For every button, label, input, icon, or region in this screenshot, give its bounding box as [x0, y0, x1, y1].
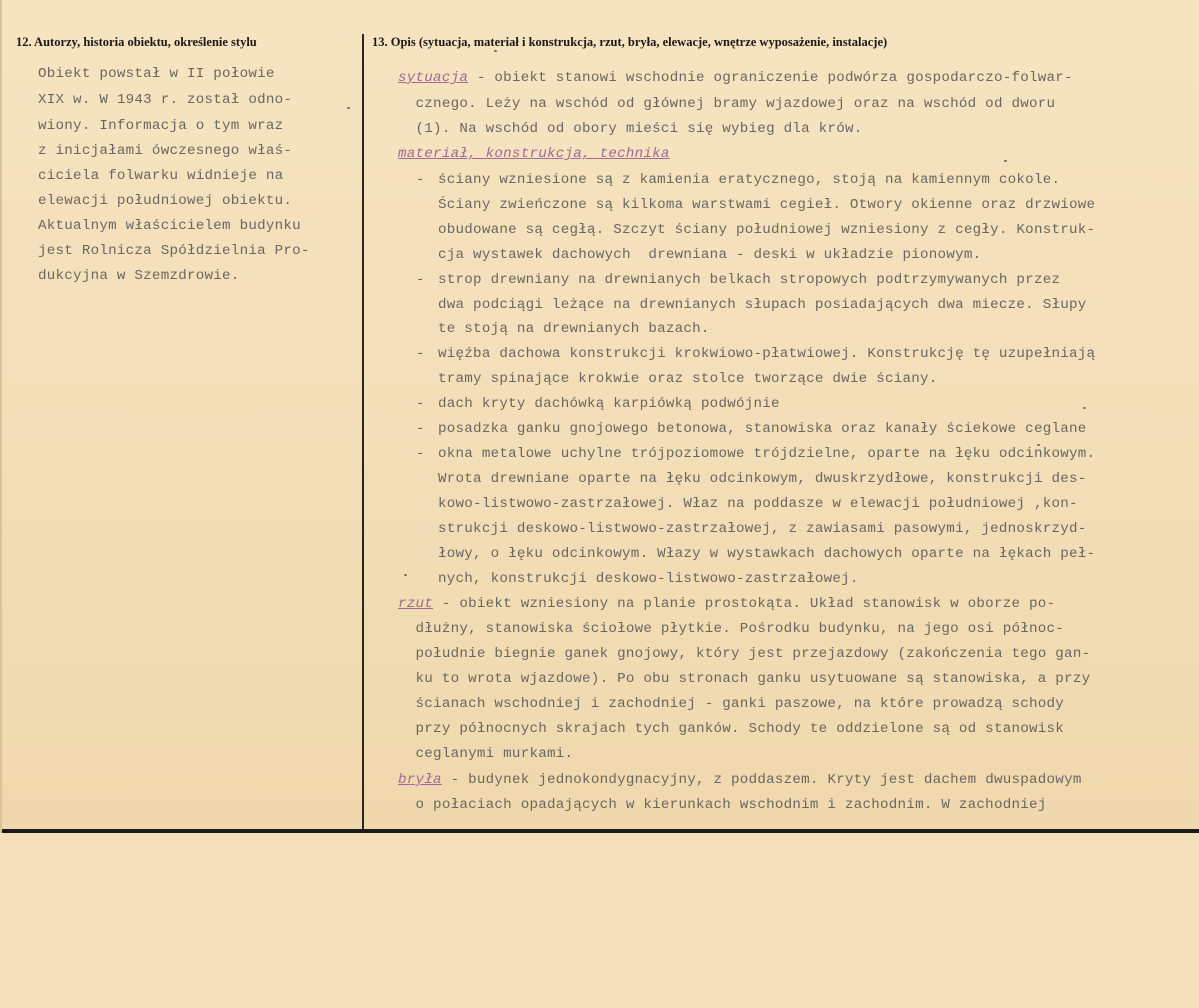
text-line: cznego. Leży na wschód od głównej bramy wjazdowej oraz na wschód od dworu	[398, 96, 1056, 112]
text-line: cja wystawek dachowych drewniana - deski w układzie pionowym.	[438, 247, 982, 263]
list-dash: -	[416, 421, 425, 437]
paper-speck	[404, 574, 407, 576]
text-line: Ściany zwieńczone są kilkoma warstwami cegieł. Otwory okienne oraz drzwiowe	[438, 197, 1096, 213]
list-dash: -	[416, 446, 425, 462]
text-line: ściany wzniesione są z kamienia eratycznego, stoją na kamiennym cokole.	[438, 172, 1061, 188]
bryla-paragraph	[398, 772, 1082, 788]
text-line: te stoją na drewnianych bazach.	[438, 321, 710, 337]
text-line: okna metalowe uchylne trójpoziomowe trójdzielne, oparte na łęku odcinkowym.	[438, 446, 1096, 462]
text-line: strukcji deskowo-listwowo-zastrzałowej, z zawiasami pasowymi, jednoskrzyd-	[438, 521, 1087, 537]
text-line: tramy spinające krokwie oraz stolce tworzące dwie ściany.	[438, 371, 938, 387]
text-line: południe biegnie ganek gnojowy, który jest przejazdowy (zakończenia tego gan-	[398, 646, 1091, 662]
text-line: - obiekt stanowi wschodnie ograniczenie podwórza gospodarczo-folwar-	[468, 70, 1073, 86]
paper-speck	[1037, 444, 1040, 446]
section-12-heading: 12. Autorzy, historia obiektu, określenie stylu	[16, 35, 257, 49]
text-line: (1). Na wschód od obory mieści się wybieg dla krów.	[398, 121, 863, 137]
text-line: posadzka ganku gnojowego betonowa, stanowiska oraz kanały ściekowe ceglane	[438, 421, 1087, 437]
list-dash: -	[416, 172, 425, 188]
text-line: kowo-listwowo-zastrzałowej. Właz na poddasze w elewacji południowej ,kon-	[438, 496, 1078, 512]
section-13-heading: 13. Opis (sytuacja, materiał i konstrukcja, rzut, bryła, elewacje, wnętrze wyposażenie, instalacje)	[372, 35, 888, 49]
column-divider	[362, 34, 364, 831]
text-line: dach kryty dachówką karpiówką podwójnie	[438, 396, 780, 412]
text-line: ku to wrota wjazdowe). Po obu stronach ganku usytuowane są stanowiska, a przy	[398, 671, 1091, 687]
text-line: ścianach wschodniej i zachodniej - ganki paszowe, na które prowadzą schody	[398, 696, 1065, 712]
text-line: XIX w. W 1943 r. został odno-	[38, 92, 293, 108]
text-line: Aktualnym właścicielem budynku	[38, 218, 301, 234]
sytuacja-label: sytuacja	[398, 70, 469, 86]
text-line: Wrota drewniane oparte na łęku odcinkowym, dwuskrzydłowe, konstrukcji des-	[438, 471, 1087, 487]
text-line: ciciela folwarku widnieje na	[38, 168, 284, 184]
rzut-paragraph	[398, 596, 1055, 612]
text-line: strop drewniany na drewnianych belkach stropowych podtrzymywanych przez	[438, 272, 1061, 288]
list-dash: -	[416, 346, 425, 362]
text-line: elewacji południowej obiektu.	[38, 193, 293, 209]
text-line: - budynek jednokondygnacyjny, z poddaszem. Kryty jest dachem dwuspadowym	[441, 772, 1082, 788]
paper-speck	[347, 107, 350, 109]
text-line: dwa podciągi leżące na drewnianych słupach posiadających dwa miecze. Słupy	[438, 297, 1087, 313]
text-line: Obiekt powstał w II połowie	[38, 66, 275, 82]
rzut-label: rzut	[398, 596, 434, 612]
text-line: więźba dachowa konstrukcji krokwiowo-płatwiowej. Konstrukcję tę uzupełniają	[438, 346, 1096, 362]
text-line: dłużny, stanowiska ściołowe płytkie. Pośrodku budynku, na jego osi północ-	[398, 621, 1065, 637]
paper-speck	[1004, 160, 1007, 162]
bryla-label: bryła	[398, 772, 442, 788]
paper-speck	[1083, 407, 1086, 409]
sytuacja-paragraph	[398, 70, 1073, 86]
text-line: łowy, o łęku odcinkowym. Włazy w wystawkach dachowych oparte na łękach peł-	[438, 546, 1096, 562]
text-line: dukcyjna w Szemzdrowie.	[38, 268, 240, 284]
list-dash: -	[416, 396, 425, 412]
text-line: obudowane są cegłą. Szczyt ściany południowej wzniesiony z cegły. Konstruk-	[438, 222, 1096, 238]
list-dash: -	[416, 272, 425, 288]
paper-speck	[494, 50, 497, 52]
material-label: materiał, konstrukcja, technika	[398, 146, 670, 162]
text-line: nych, konstrukcji deskowo-listwowo-zastrzałowej.	[438, 571, 859, 587]
text-line: o połaciach opadających w kierunkach wschodnim i zachodnim. W zachodniej	[398, 797, 1047, 813]
text-line: jest Rolnicza Spółdzielnia Pro-	[38, 243, 310, 259]
text-line: przy północnych skrajach tych ganków. Schody te oddzielone są od stanowisk	[398, 721, 1065, 737]
text-line: ceglanymi murkami.	[398, 746, 574, 762]
text-line: z inicjałami ówczesnego właś-	[38, 143, 293, 159]
scan-edge	[2, 829, 1199, 833]
text-line: wiony. Informacja o tym wraz	[38, 118, 284, 134]
text-line: - obiekt wzniesiony na planie prostokąta. Układ stanowisk w oborze po-	[433, 596, 1056, 612]
